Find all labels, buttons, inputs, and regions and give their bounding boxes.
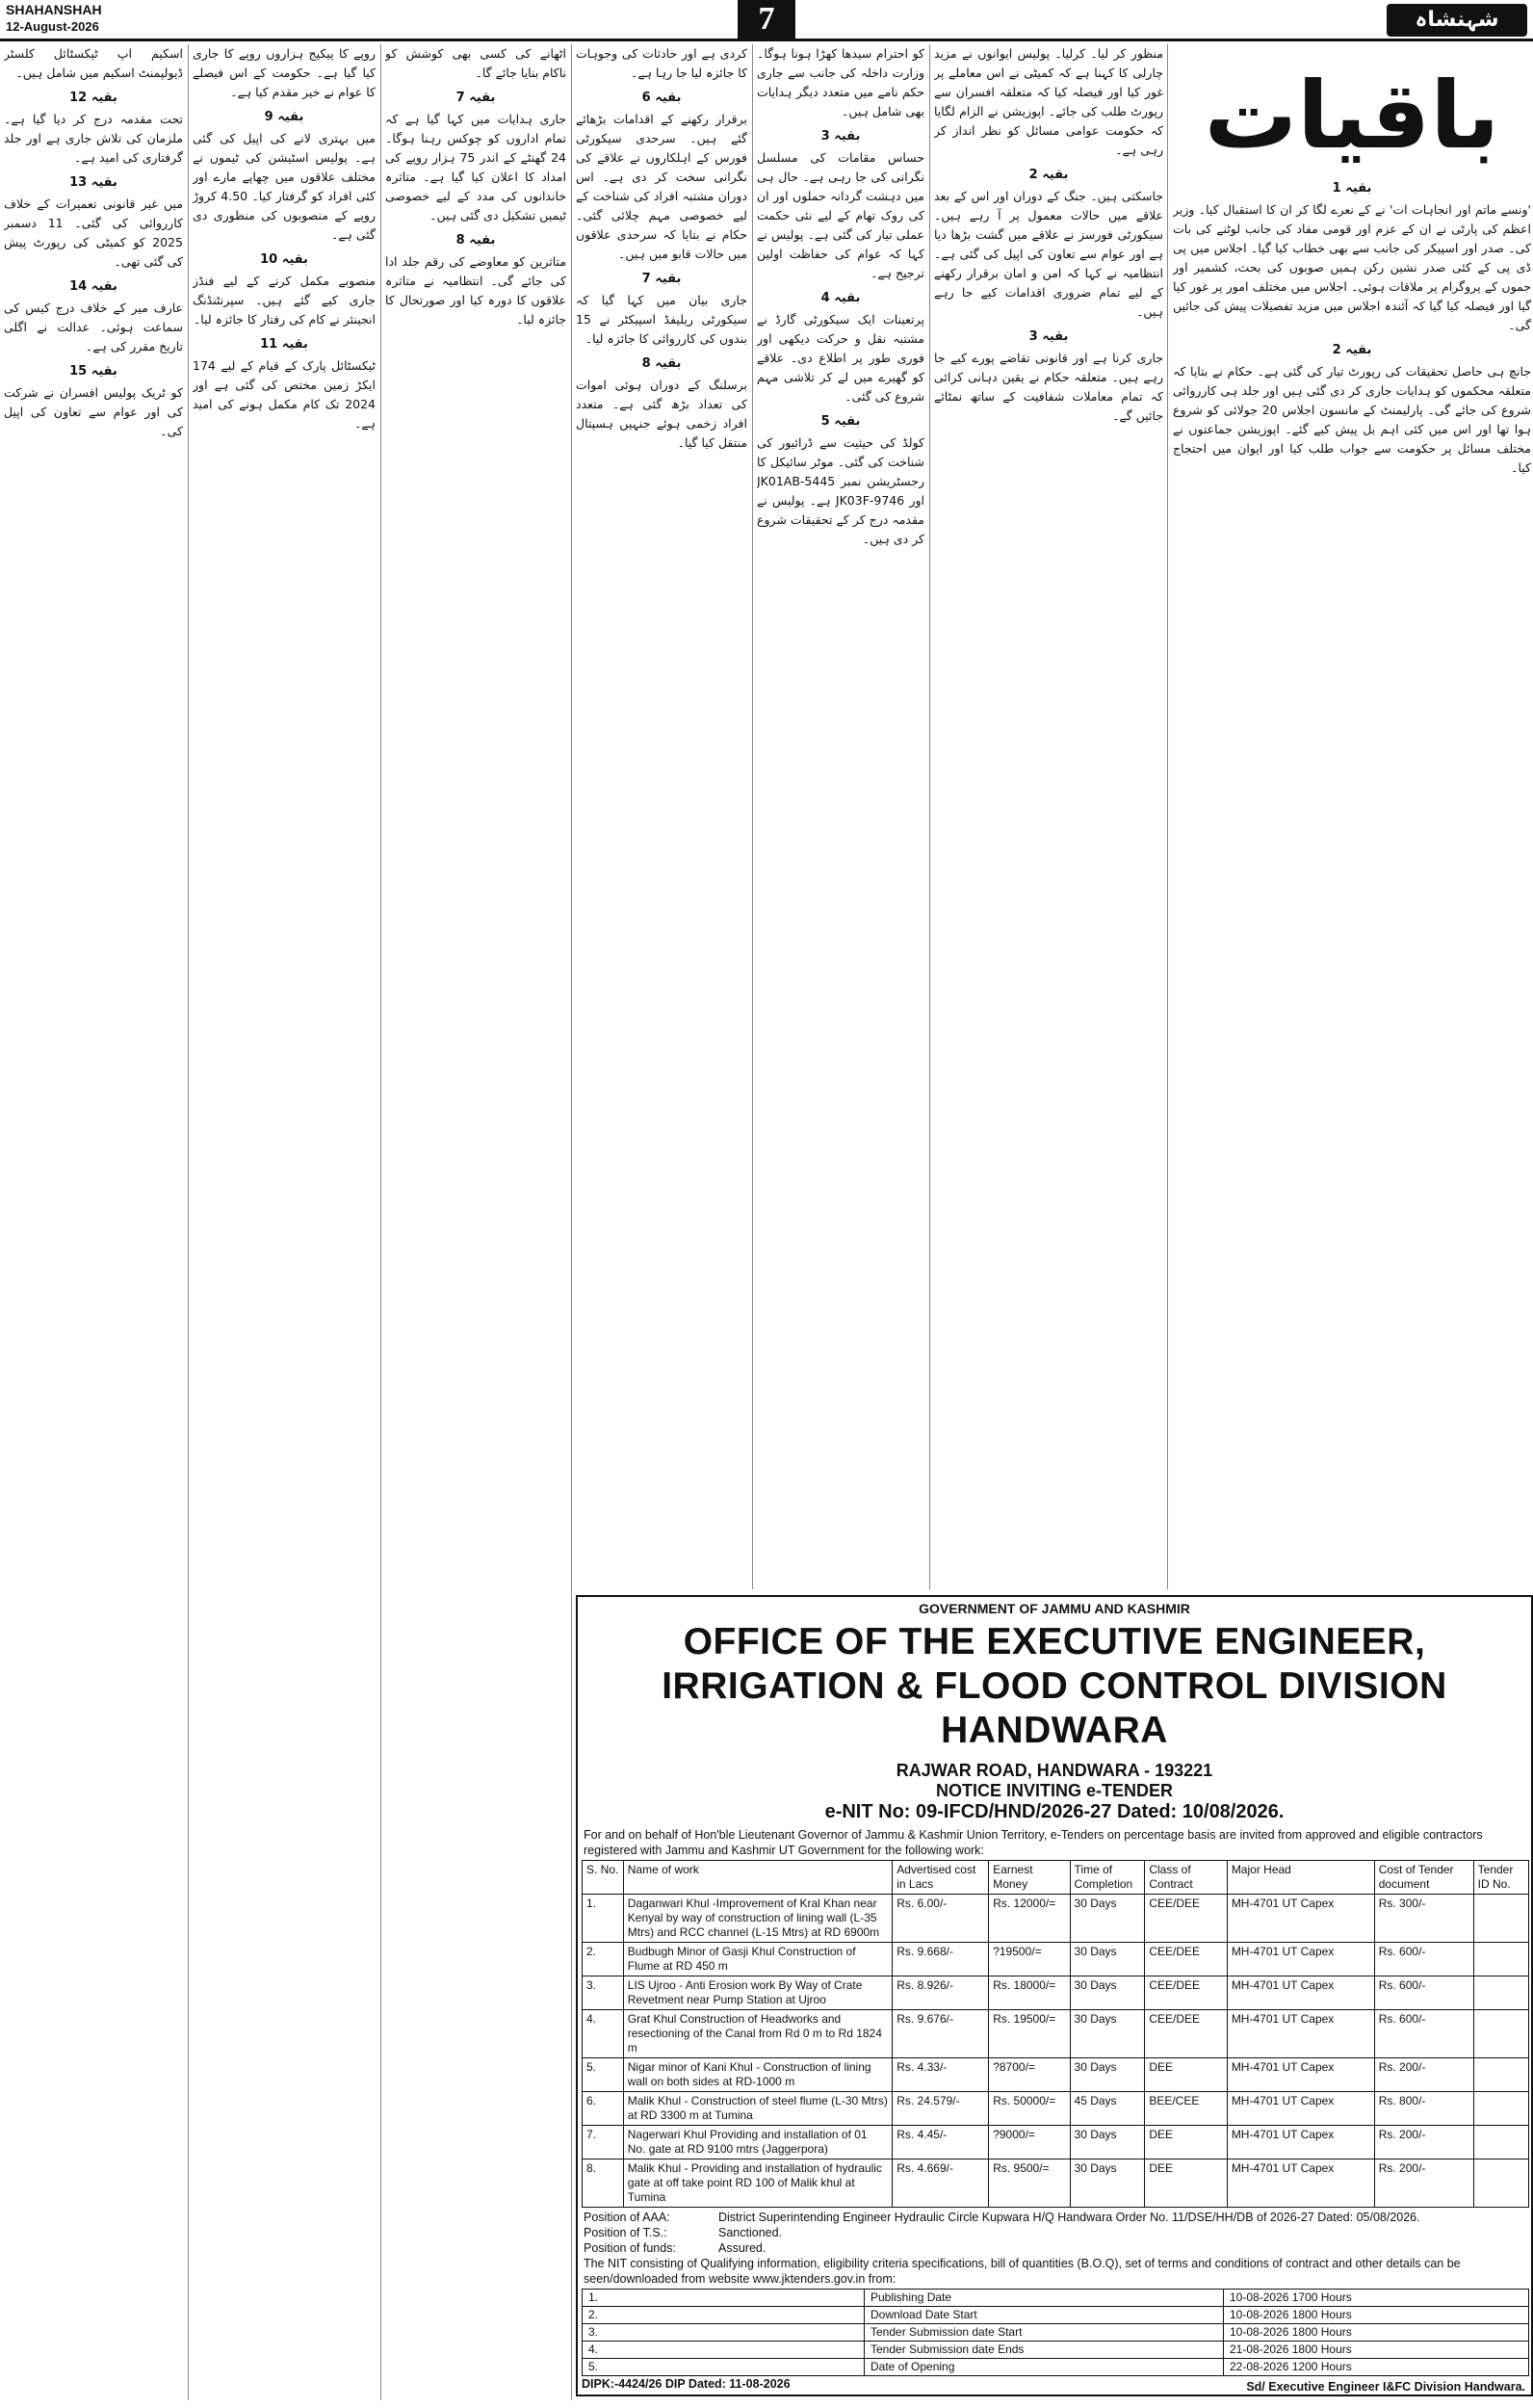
- table-cell: MH-4701 UT Capex: [1227, 1943, 1374, 1976]
- article-text: جاری بیان میں کہا گیا کہ سیکورٹی ریلیفڈ اسپیکٹر نے 15 بندوں کی کارروائی کا جائزہ لیا۔: [576, 293, 747, 346]
- column-5: [385, 44, 566, 2400]
- table-row: [583, 2126, 1529, 2159]
- table-cell: 6.: [583, 2092, 624, 2126]
- table-cell: DEE: [1145, 2159, 1227, 2208]
- column-4: [576, 44, 747, 1589]
- page-title: باقیات: [1204, 62, 1500, 170]
- date-cell: Tender Submission date Start: [865, 2324, 1224, 2342]
- article-subhead: بقیہ 10: [260, 252, 308, 267]
- column-divider: [1167, 44, 1168, 1589]
- table-header-cell: Advertised cost in Lacs: [893, 1861, 989, 1895]
- table-cell: Malik Khul - Providing and installation of hydraulic gate at off take point RD 100 of Malik khul at Tumina: [623, 2159, 892, 2208]
- table-header-cell: S. No.: [583, 1861, 624, 1895]
- table-cell: [1473, 1943, 1528, 1976]
- table-cell: 4.: [583, 2010, 624, 2058]
- table-cell: CEE/DEE: [1145, 1943, 1227, 1976]
- table-row: [583, 2010, 1529, 2058]
- article-text: روپے کا پیکیج ہزاروں روپے کا جاری کیا گیا ہے۔ حکومت کے اس فیصلے کا عوام نے خیر مقدم کیا ہے۔: [193, 46, 376, 99]
- table-cell: MH-4701 UT Capex: [1227, 2126, 1374, 2159]
- article-subhead: بقیہ 6: [641, 91, 682, 105]
- table-row: [583, 1976, 1529, 2010]
- table-cell: 30 Days: [1070, 1895, 1145, 1943]
- table-row: [583, 2092, 1529, 2126]
- column-1: [1173, 173, 1531, 1589]
- article-text: متاثرین کو معاوضے کی رقم جلد ادا کی جائے گی۔ انتظامیہ نے متاثرہ علاقوں کا دورہ کیا اور صورتحال کا جائزہ لیا۔: [385, 254, 566, 327]
- column-2: [934, 44, 1163, 1589]
- article-text: تحت مقدمہ درج کر دیا گیا ہے۔ ملزمان کی تلاش جاری ہے اور جلد گرفتاری کی امید ہے۔: [4, 112, 183, 165]
- position-label: Position of funds:: [584, 2241, 676, 2255]
- article-text: جاری ہدایات میں کہا گیا ہے کہ تمام اداروں کو چوکس رہنا ہوگا۔ 24 گھنٹے کے اندر 75 ہزار روپے کی امداد کا اعلان کیا گیا ہے۔ متاثرہ خاندانوں کی مدد کے لیے خصوصی ٹیمیں تشکیل دی گئی ہیں۔: [385, 112, 566, 222]
- date-cell: 22-08-2026 1200 Hours: [1224, 2359, 1529, 2376]
- table-cell: Rs. 19500/=: [989, 2010, 1070, 2058]
- table-header-cell: Time of Completion: [1070, 1861, 1145, 1895]
- table-cell: BEE/CEE: [1145, 2092, 1227, 2126]
- table-cell: MH-4701 UT Capex: [1227, 2058, 1374, 2092]
- article-text: برقرار رکھنے کے اقدامات بڑھائے گئے ہیں۔ سرحدی سیکورٹی فورس کے اہلکاروں نے علاقے کی نگرانی سخت کر دی ہے۔ اس دوران مشتبہ افراد کی شناخت کے لیے خصوصی مہم چلائی گئی۔ حکام نے بتایا کہ سرحدی علاقوں میں حالات قابو میں ہیں۔: [576, 112, 747, 261]
- table-cell: Rs. 18000/=: [989, 1976, 1070, 2010]
- table-cell: Rs. 200/-: [1374, 2058, 1473, 2092]
- date-cell: 21-08-2026 1800 Hours: [1224, 2342, 1529, 2359]
- article-subhead: بقیہ 9: [264, 110, 304, 124]
- table-cell: 30 Days: [1070, 2159, 1145, 2208]
- table-cell: Nigar minor of Kani Khul - Construction of lining wall on both sides at RD-1000 m: [623, 2058, 892, 2092]
- table-cell: ?19500/=: [989, 1943, 1070, 1976]
- article-subhead: بقیہ 2: [1332, 343, 1372, 357]
- table-cell: [1473, 2092, 1528, 2126]
- table-cell: Rs. 200/-: [1374, 2126, 1473, 2159]
- table-cell: Rs. 300/-: [1374, 1895, 1473, 1943]
- article-subhead: بقیہ 7: [455, 91, 496, 105]
- position-value: Assured.: [718, 2241, 766, 2255]
- date-row: [583, 2290, 1529, 2307]
- table-row: [583, 1895, 1529, 1943]
- ad-nit-text: The NIT consisting of Qualifying information, eligibility criteria specifications, bill of quantities (B.O.Q), set of terms and conditions of contract and other details can be seen/downloaded from website www.jktenders.gov.in from:: [584, 2257, 1461, 2286]
- column-divider: [380, 44, 381, 2400]
- date-cell: 4.: [583, 2342, 865, 2359]
- date-row: [583, 2342, 1529, 2359]
- article-subhead: بقیہ 12: [69, 91, 117, 105]
- date-cell: 5.: [583, 2359, 865, 2376]
- date-cell: Download Date Start: [865, 2307, 1224, 2324]
- ad-signature: Sd/ Executive Engineer I&FC Division Handwara.: [1246, 2380, 1525, 2394]
- column-divider: [752, 44, 753, 1589]
- newspaper-logo: شہنشاہ: [1387, 4, 1527, 37]
- table-cell: [1473, 2159, 1528, 2208]
- table-header-cell: Earnest Money: [989, 1861, 1070, 1895]
- table-cell: Rs. 12000/=: [989, 1895, 1070, 1943]
- table-cell: 45 Days: [1070, 2092, 1145, 2126]
- table-cell: Rs. 800/-: [1374, 2092, 1473, 2126]
- position-line: [584, 2210, 1525, 2225]
- table-cell: [1473, 2126, 1528, 2159]
- table-cell: MH-4701 UT Capex: [1227, 2092, 1374, 2126]
- ad-intro-text: For and on behalf of Hon'ble Lieutenant Governor of Jammu & Kashmir Union Territory, e-Tenders on percentage basis are invited from approved and eligible contractors registered with Jammu and Kashmir UT Government for the following work:: [584, 1828, 1483, 1857]
- table-cell: Rs. 600/-: [1374, 1976, 1473, 2010]
- position-label: Position of T.S.:: [584, 2226, 667, 2239]
- article-text: کردی ہے اور حادثات کی وجوہات کا جائزہ لیا جا رہا ہے۔: [576, 46, 747, 80]
- table-header-cell: Major Head: [1227, 1861, 1374, 1895]
- table-row: [583, 2058, 1529, 2092]
- dates-table: [582, 2289, 1529, 2376]
- table-cell: MH-4701 UT Capex: [1227, 2159, 1374, 2208]
- tender-table: [582, 1860, 1529, 2208]
- table-cell: Rs. 200/-: [1374, 2159, 1473, 2208]
- date-cell: 3.: [583, 2324, 865, 2342]
- table-cell: MH-4701 UT Capex: [1227, 1976, 1374, 2010]
- ad-enit-number: e-NIT No: 09-IFCD/HND/2026-27 Dated: 10/08/2026.: [824, 1801, 1285, 1822]
- ad-office-title: OFFICE OF THE EXECUTIVE ENGINEER, IRRIGATION & FLOOD CONTROL DIVISION HANDWARA: [662, 1621, 1447, 1751]
- article-text: کولڈ کی حیثیت سے ڈرائیور کی شناخت کی گئی۔ موٹر سائیکل کا رجسٹریشن نمبر JK01AB-5445 اور JK03F-9746 ہے۔ پولیس نے مقدمہ درج کر کے تحقیقات شروع کر دی ہیں۔: [757, 435, 924, 546]
- table-cell: 3.: [583, 1976, 624, 2010]
- column-6: [193, 44, 376, 2400]
- table-cell: Rs. 6.00/-: [893, 1895, 989, 1943]
- table-cell: Malik Khul - Construction of steel flume (L-30 Mtrs) at RD 3300 m at Tumina: [623, 2092, 892, 2126]
- date-cell: Publishing Date: [865, 2290, 1224, 2307]
- position-line: [584, 2225, 1525, 2240]
- article-text: میں غیر قانونی تعمیرات کے خلاف کارروائی کی گئی۔ 11 دسمبر 2025 کو کمیٹی کی رپورٹ پیش کی گئی تھی۔: [4, 196, 183, 269]
- column-divider: [929, 44, 930, 1589]
- table-header-cell: Cost of Tender document: [1374, 1861, 1473, 1895]
- table-cell: CEE/DEE: [1145, 1895, 1227, 1943]
- table-cell: LIS Ujroo - Anti Erosion work By Way of Crate Revetment near Pump Station at Ujroo: [623, 1976, 892, 2010]
- table-cell: 30 Days: [1070, 1976, 1145, 2010]
- article-subhead: بقیہ 1: [1332, 181, 1372, 196]
- position-value: Sanctioned.: [718, 2226, 783, 2239]
- issue-date: 12-August-2026: [6, 19, 99, 34]
- page-number: 7: [738, 0, 795, 39]
- ad-address: RAJWAR ROAD, HANDWARA - 193221: [896, 1761, 1213, 1780]
- table-cell: Rs. 24.579/-: [893, 2092, 989, 2126]
- table-cell: ?8700/=: [989, 2058, 1070, 2092]
- article-text: منصوبے مکمل کرنے کے لیے فنڈز جاری کیے گئے ہیں۔ سپرنٹنڈنگ انجینئر نے کام کی رفتار کا جائزہ لیا۔: [193, 274, 376, 327]
- position-value: District Superintending Engineer Hydraulic Circle Kupwara H/Q Handwara Order No. 11/DSE/HH/DB of 2026-27 Dated: 05/08/2026.: [718, 2211, 1420, 2224]
- table-cell: 30 Days: [1070, 2126, 1145, 2159]
- table-cell: [1473, 1895, 1528, 1943]
- table-header-cell: Class of Contract: [1145, 1861, 1227, 1895]
- table-cell: Rs. 9.676/-: [893, 2010, 989, 2058]
- article-text: برسلنگ کے دوران ہوئی اموات کی تعداد بڑھ گئی ہے۔ متعدد افراد زخمی ہوئے جنہیں ہسپتال منتقل کیا گیا۔: [576, 378, 747, 450]
- article-text: میں بہتری لانے کی اپیل کی گئی ہے۔ پولیس اسٹیشن کی ٹیموں نے مختلف علاقوں میں چھاپے مارے اور کئی افراد کو گرفتار کیا۔ 4.50 کروڑ روپے کے منصوبوں کی منظوری دی گئی ہے۔: [193, 131, 376, 242]
- table-row: [583, 2159, 1529, 2208]
- article-text: منظور کر لیا۔ کرلیا۔ پولیس ایوانوں نے مزید چارلی کا کہنا ہے کہ کمیٹی نے اس معاملے پر غور کیا اور فیصلہ کیا کہ متعلقہ افسران سے رپورٹ طلب کی جائے۔ اپوزیشن نے الزام لگایا کہ حکومت عوامی مسائل کو نظر انداز کر رہی ہے۔: [934, 46, 1163, 157]
- table-cell: DEE: [1145, 2126, 1227, 2159]
- article-subhead: بقیہ 3: [820, 129, 861, 144]
- article-subhead: بقیہ 15: [69, 364, 117, 379]
- table-cell: MH-4701 UT Capex: [1227, 1895, 1374, 1943]
- table-cell: Rs. 600/-: [1374, 1943, 1473, 1976]
- table-cell: Rs. 9500/=: [989, 2159, 1070, 2208]
- date-cell: 1.: [583, 2290, 865, 2307]
- top-rule: [0, 39, 1533, 41]
- date-cell: Tender Submission date Ends: [865, 2342, 1224, 2359]
- date-row: [583, 2324, 1529, 2342]
- article-subhead: بقیہ 11: [260, 337, 308, 352]
- column-divider: [188, 44, 189, 2400]
- table-cell: [1473, 1976, 1528, 2010]
- table-cell: 8.: [583, 2159, 624, 2208]
- article-subhead: بقیہ 5: [820, 414, 861, 429]
- article-subhead: بقیہ 14: [69, 279, 117, 294]
- table-cell: Rs. 4.45/-: [893, 2126, 989, 2159]
- ad-government: GOVERNMENT OF JAMMU AND KASHMIR: [919, 1601, 1190, 1616]
- table-cell: Rs. 4.669/-: [893, 2159, 989, 2208]
- article-text: حساس مقامات کی مسلسل نگرانی کی جا رہی ہے۔ حال ہی میں دہشت گردانہ حملوں اور ان کی روک تھام کے لیے نئی حکمت عملی تیار کی گئی ہے۔ پولیس نے کہا کہ عوام کی حفاظت اولین ترجیح ہے۔: [757, 150, 924, 280]
- table-header-cell: Name of work: [623, 1861, 892, 1895]
- date-row: [583, 2307, 1529, 2324]
- table-cell: 7.: [583, 2126, 624, 2159]
- paper-name: SHAHANSHAH: [6, 2, 102, 17]
- table-cell: 1.: [583, 1895, 624, 1943]
- article-subhead: بقیہ 2: [1028, 168, 1069, 182]
- article-subhead: بقیہ 8: [455, 233, 496, 248]
- table-cell: CEE/DEE: [1145, 1976, 1227, 2010]
- article-text: کو ٹریک پولیس افسران نے شرکت کی اور عوام سے تعاون کی اپیل کی۔: [4, 385, 183, 438]
- position-label: Position of AAA:: [584, 2211, 670, 2224]
- article-text: جانچ ہی حاصل تحقیقات کی رپورٹ تیار کی گئی ہے۔ حکام نے بتایا کہ متعلقہ محکموں کو ہدایات جاری کر دی گئی ہیں اور جلد ہی کارروائی شروع کی جائے گی۔ پارلیمنٹ کے مانسون اجلاس 20 جولائی کو شروع ہوا تھا اور اس میں کئی اہم بل پیش کیے گئے۔ اپوزیشن جماعتوں نے مختلف مسائل پر حکومت سے جواب طلب کیا اور ایوان میں احتجاج کیا۔: [1173, 364, 1531, 475]
- table-cell: Daganwari Khul -Improvement of Kral Khan near Kenyal by way of construction of lining wall (L-35 Mtrs) and RCC channel (L-15 Mtrs) at RD 6900m: [623, 1895, 892, 1943]
- article-text: اسکیم اپ ٹیکسٹائل کلسٹر ڈیولپمنٹ اسکیم میں شامل ہیں۔: [4, 46, 183, 80]
- article-text: جاری کرنا ہے اور قانونی تقاضے پورے کیے جا رہے ہیں۔ متعلقہ حکام نے یقین دہانی کرائی کہ تمام معاملات شفافیت کے ساتھ نمٹائے جائیں گے۔: [934, 351, 1163, 423]
- column-3: [757, 44, 924, 1589]
- position-line: [584, 2240, 1525, 2256]
- table-cell: 5.: [583, 2058, 624, 2092]
- table-cell: Rs. 50000/=: [989, 2092, 1070, 2126]
- table-cell: Grat Khul Construction of Headworks and resectioning of the Canal from Rd 0 m to Rd 1824 m: [623, 2010, 892, 2058]
- table-cell: Nagerwari Khul Providing and installation of 01 No. gate at RD 9100 mtrs (Jaggerpora): [623, 2126, 892, 2159]
- column-divider: [571, 44, 572, 2400]
- ad-dipk-number: DIPK:-4424/26 DIP Dated: 11-08-2026: [582, 2377, 791, 2391]
- article-text: کو احترام سیدھا کھڑا ہونا ہوگا۔ وزارت داخلہ کی جانب سے جاری حکم نامے میں متعدد دیگر ہدایات بھی شامل ہیں۔: [757, 46, 924, 118]
- table-cell: Rs. 4.33/-: [893, 2058, 989, 2092]
- table-row: [583, 1943, 1529, 1976]
- date-cell: 10-08-2026 1700 Hours: [1224, 2290, 1529, 2307]
- table-cell: CEE/DEE: [1145, 2010, 1227, 2058]
- table-cell: [1473, 2010, 1528, 2058]
- ad-notice-title: NOTICE INVITING e-TENDER: [935, 1781, 1173, 1800]
- table-cell: 30 Days: [1070, 2010, 1145, 2058]
- article-subhead: بقیہ 4: [820, 291, 861, 305]
- article-subhead: بقیہ 13: [69, 175, 117, 190]
- date-row: [583, 2359, 1529, 2376]
- table-cell: 30 Days: [1070, 2058, 1145, 2092]
- article-subhead: بقیہ 3: [1028, 329, 1069, 344]
- article-text: اٹھانے کی کسی بھی کوشش کو ناکام بنایا جائے گا۔: [385, 46, 566, 80]
- article-text: 'ونسے ماتم اور انجاہات ات' نے کے نعرے لگا کر ان کا استقبال کیا۔ وزیر اعظم کی پارٹی نے ان کے عزم اور قومی مفاد کی جانب لوٹنے کی بات کی۔ صدر اور اسپیکر کی جانب سے بھی خطاب کیا گیا۔ اجلاس میں پی ڈی پی کے کئی صدر نشین رکن ہمیں صوبوں کی بحث، کشمیر اور جموں کے پروگرام پر ملاقات ہوئی۔ اجلاس میں مختلف امور پر غور کیا گیا اور فیصلہ کیا گیا کہ آئندہ اجلاس میں مزید تفصیلات پیش کی جائیں گی۔: [1173, 202, 1531, 332]
- table-cell: 2.: [583, 1943, 624, 1976]
- date-cell: 10-08-2026 1800 Hours: [1224, 2324, 1529, 2342]
- table-cell: ?9000/=: [989, 2126, 1070, 2159]
- table-cell: MH-4701 UT Capex: [1227, 2010, 1374, 2058]
- date-cell: 2.: [583, 2307, 865, 2324]
- ad-position-info: [578, 2210, 1531, 2256]
- table-cell: Rs. 9.668/-: [893, 1943, 989, 1976]
- article-subhead: بقیہ 8: [641, 356, 682, 371]
- article-subhead: بقیہ 7: [641, 272, 682, 286]
- table-cell: 30 Days: [1070, 1943, 1145, 1976]
- date-cell: 10-08-2026 1800 Hours: [1224, 2307, 1529, 2324]
- masthead: [0, 0, 1533, 39]
- table-cell: DEE: [1145, 2058, 1227, 2092]
- article-text: جاسکتی ہیں۔ جنگ کے دوران اور اس کے بعد علاقے میں حالات معمول پر آ رہے ہیں۔ سیکورٹی فورسز نے علاقے میں گشت بڑھا دیا ہے اور عوام سے تعاون کی اپیل کی گئی ہے۔ انتظامیہ نے کہا کہ امن و امان برقرار رکھنے کے لیے تمام ضروری اقدامات کیے جا رہے ہیں۔: [934, 189, 1163, 319]
- tender-advertisement: [576, 1595, 1533, 2396]
- table-cell: Budbugh Minor of Gasji Khul Construction of Flume at RD 450 m: [623, 1943, 892, 1976]
- date-cell: Date of Opening: [865, 2359, 1224, 2376]
- table-cell: Rs. 600/-: [1374, 2010, 1473, 2058]
- article-text: پرتعینات ایک سیکورٹی گارڈ نے مشتبہ نقل و حرکت دیکھی اور فوری طور پر اطلاع دی۔ علاقے کو گھیرے میں لے کر تلاشی مہم شروع کی گئی۔: [757, 312, 924, 404]
- table-header-cell: Tender ID No.: [1473, 1861, 1528, 1895]
- table-cell: [1473, 2058, 1528, 2092]
- table-cell: Rs. 8.926/-: [893, 1976, 989, 2010]
- article-text: ٹیکسٹائل پارک کے قیام کے لیے 174 ایکڑ زمین مختص کی گئی ہے اور 2024 تک کام مکمل ہونے کی امید ہے۔: [193, 358, 376, 431]
- article-text: عارف میر کے خلاف درج کیس کی سماعت ہوئی۔ عدالت نے اگلی تاریخ مقرر کی ہے۔: [4, 301, 183, 353]
- column-7: [4, 44, 183, 2400]
